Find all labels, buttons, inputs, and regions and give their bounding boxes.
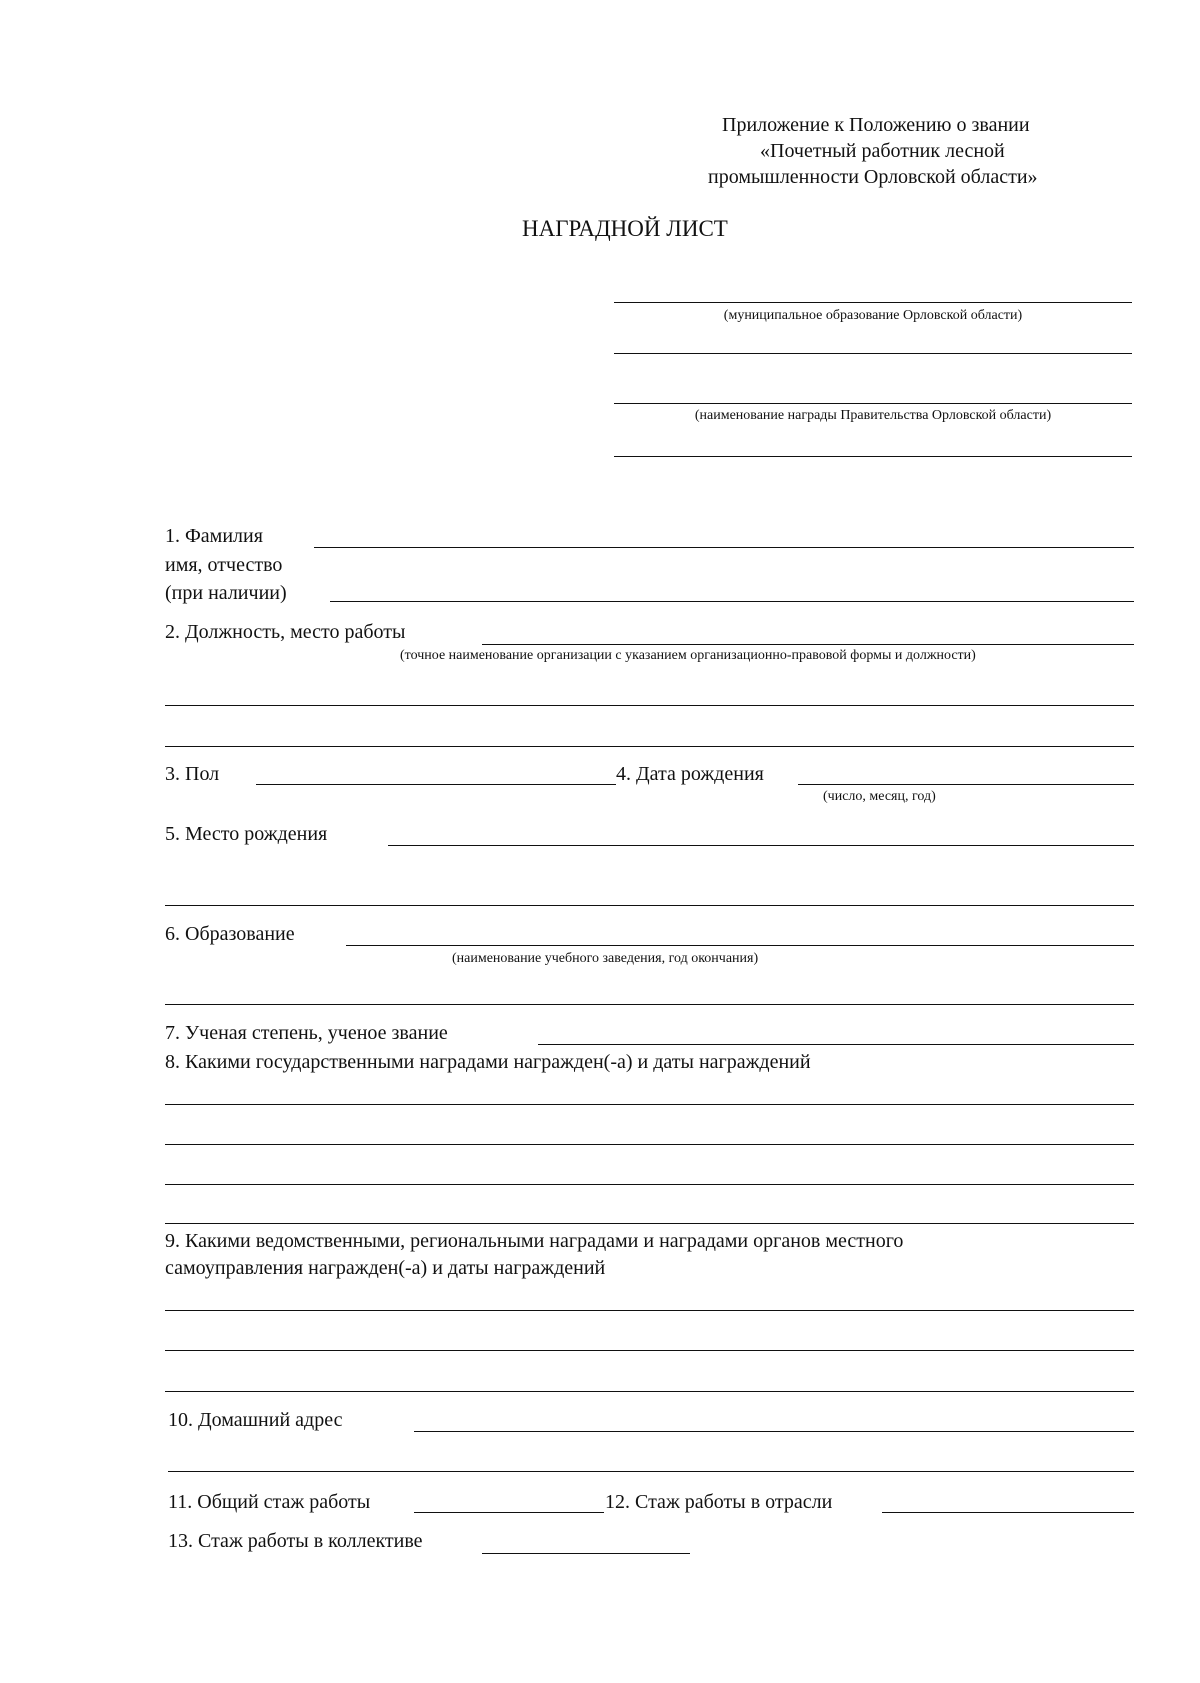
field-9-line-3[interactable] (165, 1391, 1134, 1392)
field-12-label: 12. Стаж работы в отрасли (605, 1491, 833, 1513)
field-7-label: 7. Ученая степень, ученое звание (165, 1022, 448, 1044)
municipality-line-2[interactable] (614, 353, 1132, 354)
field-8-line-4[interactable] (165, 1223, 1134, 1224)
field-8-line-2[interactable] (165, 1144, 1134, 1145)
award-name-caption: (наименование награды Правительства Орловской области) (694, 408, 1052, 423)
field-1-name-line[interactable] (330, 601, 1134, 602)
field-5-line[interactable] (388, 845, 1134, 846)
award-name-line-2[interactable] (614, 456, 1132, 457)
award-name-line[interactable] (614, 403, 1132, 404)
field-10-line[interactable] (414, 1431, 1134, 1432)
field-1-label-name: имя, отчество (165, 554, 283, 576)
appendix-header-line-1: Приложение к Положению о звании (722, 114, 1030, 136)
field-6-line[interactable] (346, 945, 1134, 946)
field-9-label: 9. Какими ведомственными, региональными наградами и наградами органов местного (165, 1230, 904, 1252)
field-12-line[interactable] (882, 1512, 1134, 1513)
field-1-label: 1. Фамилия (165, 525, 263, 547)
appendix-header-line-3: промышленности Орловской области» (708, 166, 1038, 188)
field-2-line-3[interactable] (165, 746, 1134, 747)
field-11-line[interactable] (414, 1512, 604, 1513)
field-2-line[interactable] (482, 644, 1134, 645)
field-2-label: 2. Должность, место работы (165, 621, 406, 643)
field-13-label: 13. Стаж работы в коллективе (168, 1530, 423, 1552)
field-13-line[interactable] (482, 1553, 690, 1554)
field-11-label: 11. Общий стаж работы (168, 1491, 371, 1513)
field-4-caption: (число, месяц, год) (823, 789, 936, 804)
field-1-surname-line[interactable] (314, 547, 1134, 548)
field-4-line[interactable] (798, 784, 1134, 785)
field-10-line-2[interactable] (168, 1471, 1134, 1472)
field-8-line-3[interactable] (165, 1184, 1134, 1185)
field-7-line[interactable] (538, 1044, 1134, 1045)
field-3-label: 3. Пол (165, 763, 220, 785)
field-4-label: 4. Дата рождения (616, 763, 764, 785)
field-6-line-2[interactable] (165, 1004, 1134, 1005)
field-6-label: 6. Образование (165, 923, 295, 945)
document-title: НАГРАДНОЙ ЛИСТ (522, 216, 728, 241)
field-5-line-2[interactable] (165, 905, 1134, 906)
field-6-caption: (наименование учебного заведения, год окончания) (452, 951, 759, 966)
field-9-label-cont: самоуправления награжден(-а) и даты награждений (165, 1257, 606, 1279)
field-2-caption: (точное наименование организации с указанием организационно-правовой формы и должности) (400, 648, 976, 663)
appendix-header-line-2: «Почетный работник лесной (760, 140, 1005, 162)
field-3-line[interactable] (256, 784, 616, 785)
field-1-label-optional: (при наличии) (165, 582, 287, 604)
field-8-label: 8. Какими государственными наградами награжден(-а) и даты награждений (165, 1051, 811, 1073)
field-9-line-1[interactable] (165, 1310, 1134, 1311)
field-5-label: 5. Место рождения (165, 823, 328, 845)
municipality-line[interactable] (614, 302, 1132, 303)
field-9-line-2[interactable] (165, 1350, 1134, 1351)
field-2-line-2[interactable] (165, 705, 1134, 706)
field-10-label: 10. Домашний адрес (168, 1409, 343, 1431)
municipality-caption: (муниципальное образование Орловской области) (723, 308, 1023, 323)
field-8-line-1[interactable] (165, 1104, 1134, 1105)
